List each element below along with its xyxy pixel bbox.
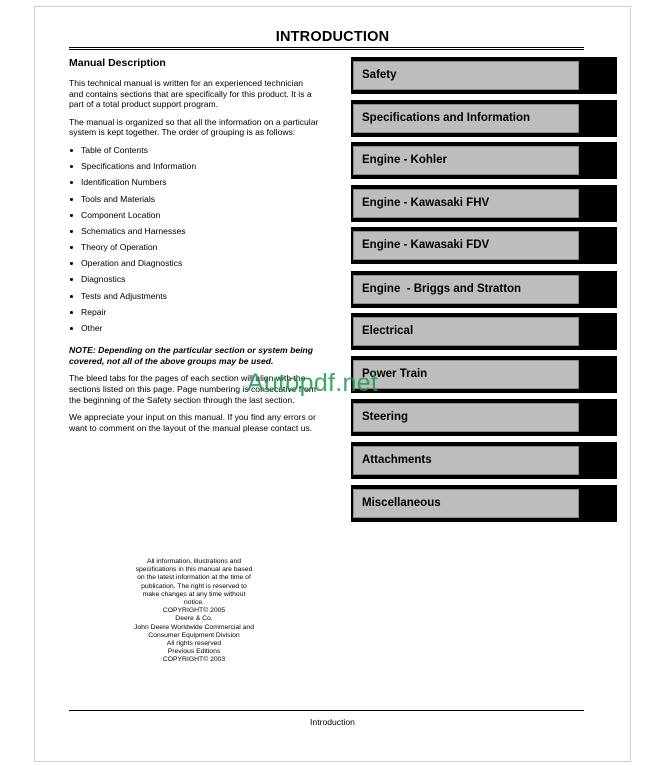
title-rule [69,47,584,50]
list-item: Table of Contents [69,145,319,161]
tab-label: Engine - Kawasaki FDV [353,231,579,260]
feedback-paragraph: We appreciate your input on this manual. If you find any errors or want to comment on the layout of the manual please contact us. [69,412,316,433]
footer-rule [69,710,584,711]
copyright-line: make changes at any time without [142,590,246,598]
tab-label: Safety [353,61,579,90]
copyright-line: publication. The right is reserved to [141,582,247,590]
page-title: INTRODUCTION [275,29,390,45]
tab-steering[interactable] [351,399,617,436]
tab-electrical[interactable] [351,313,617,350]
note-text: NOTE: Depending on the particular section or system being covered, not all of the above groups may be used. [69,345,314,366]
list-item: Operation and Diagnostics [69,258,319,274]
list-item: Specifications and Information [69,161,319,177]
tab-engine-kawasaki-fdv[interactable] [351,227,617,264]
tab-label: Electrical [353,317,579,346]
copyright-line: All rights reserved [166,640,222,648]
list-item: Repair [69,307,319,323]
list-item: Tests and Adjustments [69,291,319,307]
list-item: Theory of Operation [69,242,319,258]
bleed-tabs-paragraph: The bleed tabs for the pages of each section will align with the sections listed on this page. Page numbering is consecutive from the beginning of the Safety section through the last section. [69,373,316,405]
tab-label: Engine - Kohler [353,146,579,175]
organization-paragraph: The manual is organized so that all the information on a particular system is kept together. The order of grouping is as follows: [69,116,319,138]
list-item: Other [69,323,319,339]
grouping-list [69,145,319,339]
tab-miscellaneous[interactable] [351,485,617,522]
tab-label: Attachments [353,446,579,475]
intro-paragraph: This technical manual is written for an experienced technician and contains sections that are specifically for this product. It is a part of a total product support program. [69,78,312,110]
tab-label: Specifications and Information [353,104,579,133]
tab-specifications[interactable] [351,100,617,137]
tab-label: Engine - Briggs and Stratton [353,275,579,304]
copyright-line: COPYRIGHT© 2005 [162,607,226,615]
copyright-line: COPYRIGHT© 2003 [162,656,226,664]
tab-label: Miscellaneous [353,489,579,518]
tab-label: Steering [353,403,579,432]
copyright-line: Deere & Co. [175,615,213,623]
copyright-line: notice. [183,599,205,607]
list-item: Schematics and Harnesses [69,226,319,242]
page-footer: Introduction [310,717,355,727]
list-item: Identification Numbers [69,177,319,193]
tab-attachments[interactable] [351,442,617,479]
copyright-line: All information, illustrations and [146,558,242,565]
list-item: Component Location [69,210,319,226]
tab-label: Engine - Kawasaki FHV [353,189,579,218]
tab-engine-briggs[interactable] [351,271,617,308]
section-heading: Manual Description [69,57,166,69]
tab-engine-kawasaki-fhv[interactable] [351,185,617,222]
copyright-line: John Deere Worldwide Commercial and [133,623,254,631]
copyright-block [119,558,269,665]
list-item: Diagnostics [69,274,319,290]
tab-label: Power Train [353,360,579,389]
tab-power-train[interactable] [351,356,617,393]
copyright-line: specifications in this manual are based [135,566,253,574]
manual-page [34,6,631,762]
watermark: Autopdf.net [247,369,379,397]
copyright-line: on the latest information at the time of [137,574,251,582]
copyright-line: Previous Editions [167,648,221,656]
copyright-line: Consumer Equipment Division [148,631,240,639]
tab-engine-kohler[interactable] [351,142,617,179]
list-item: Tools and Materials [69,194,319,210]
tab-safety[interactable] [351,57,617,94]
